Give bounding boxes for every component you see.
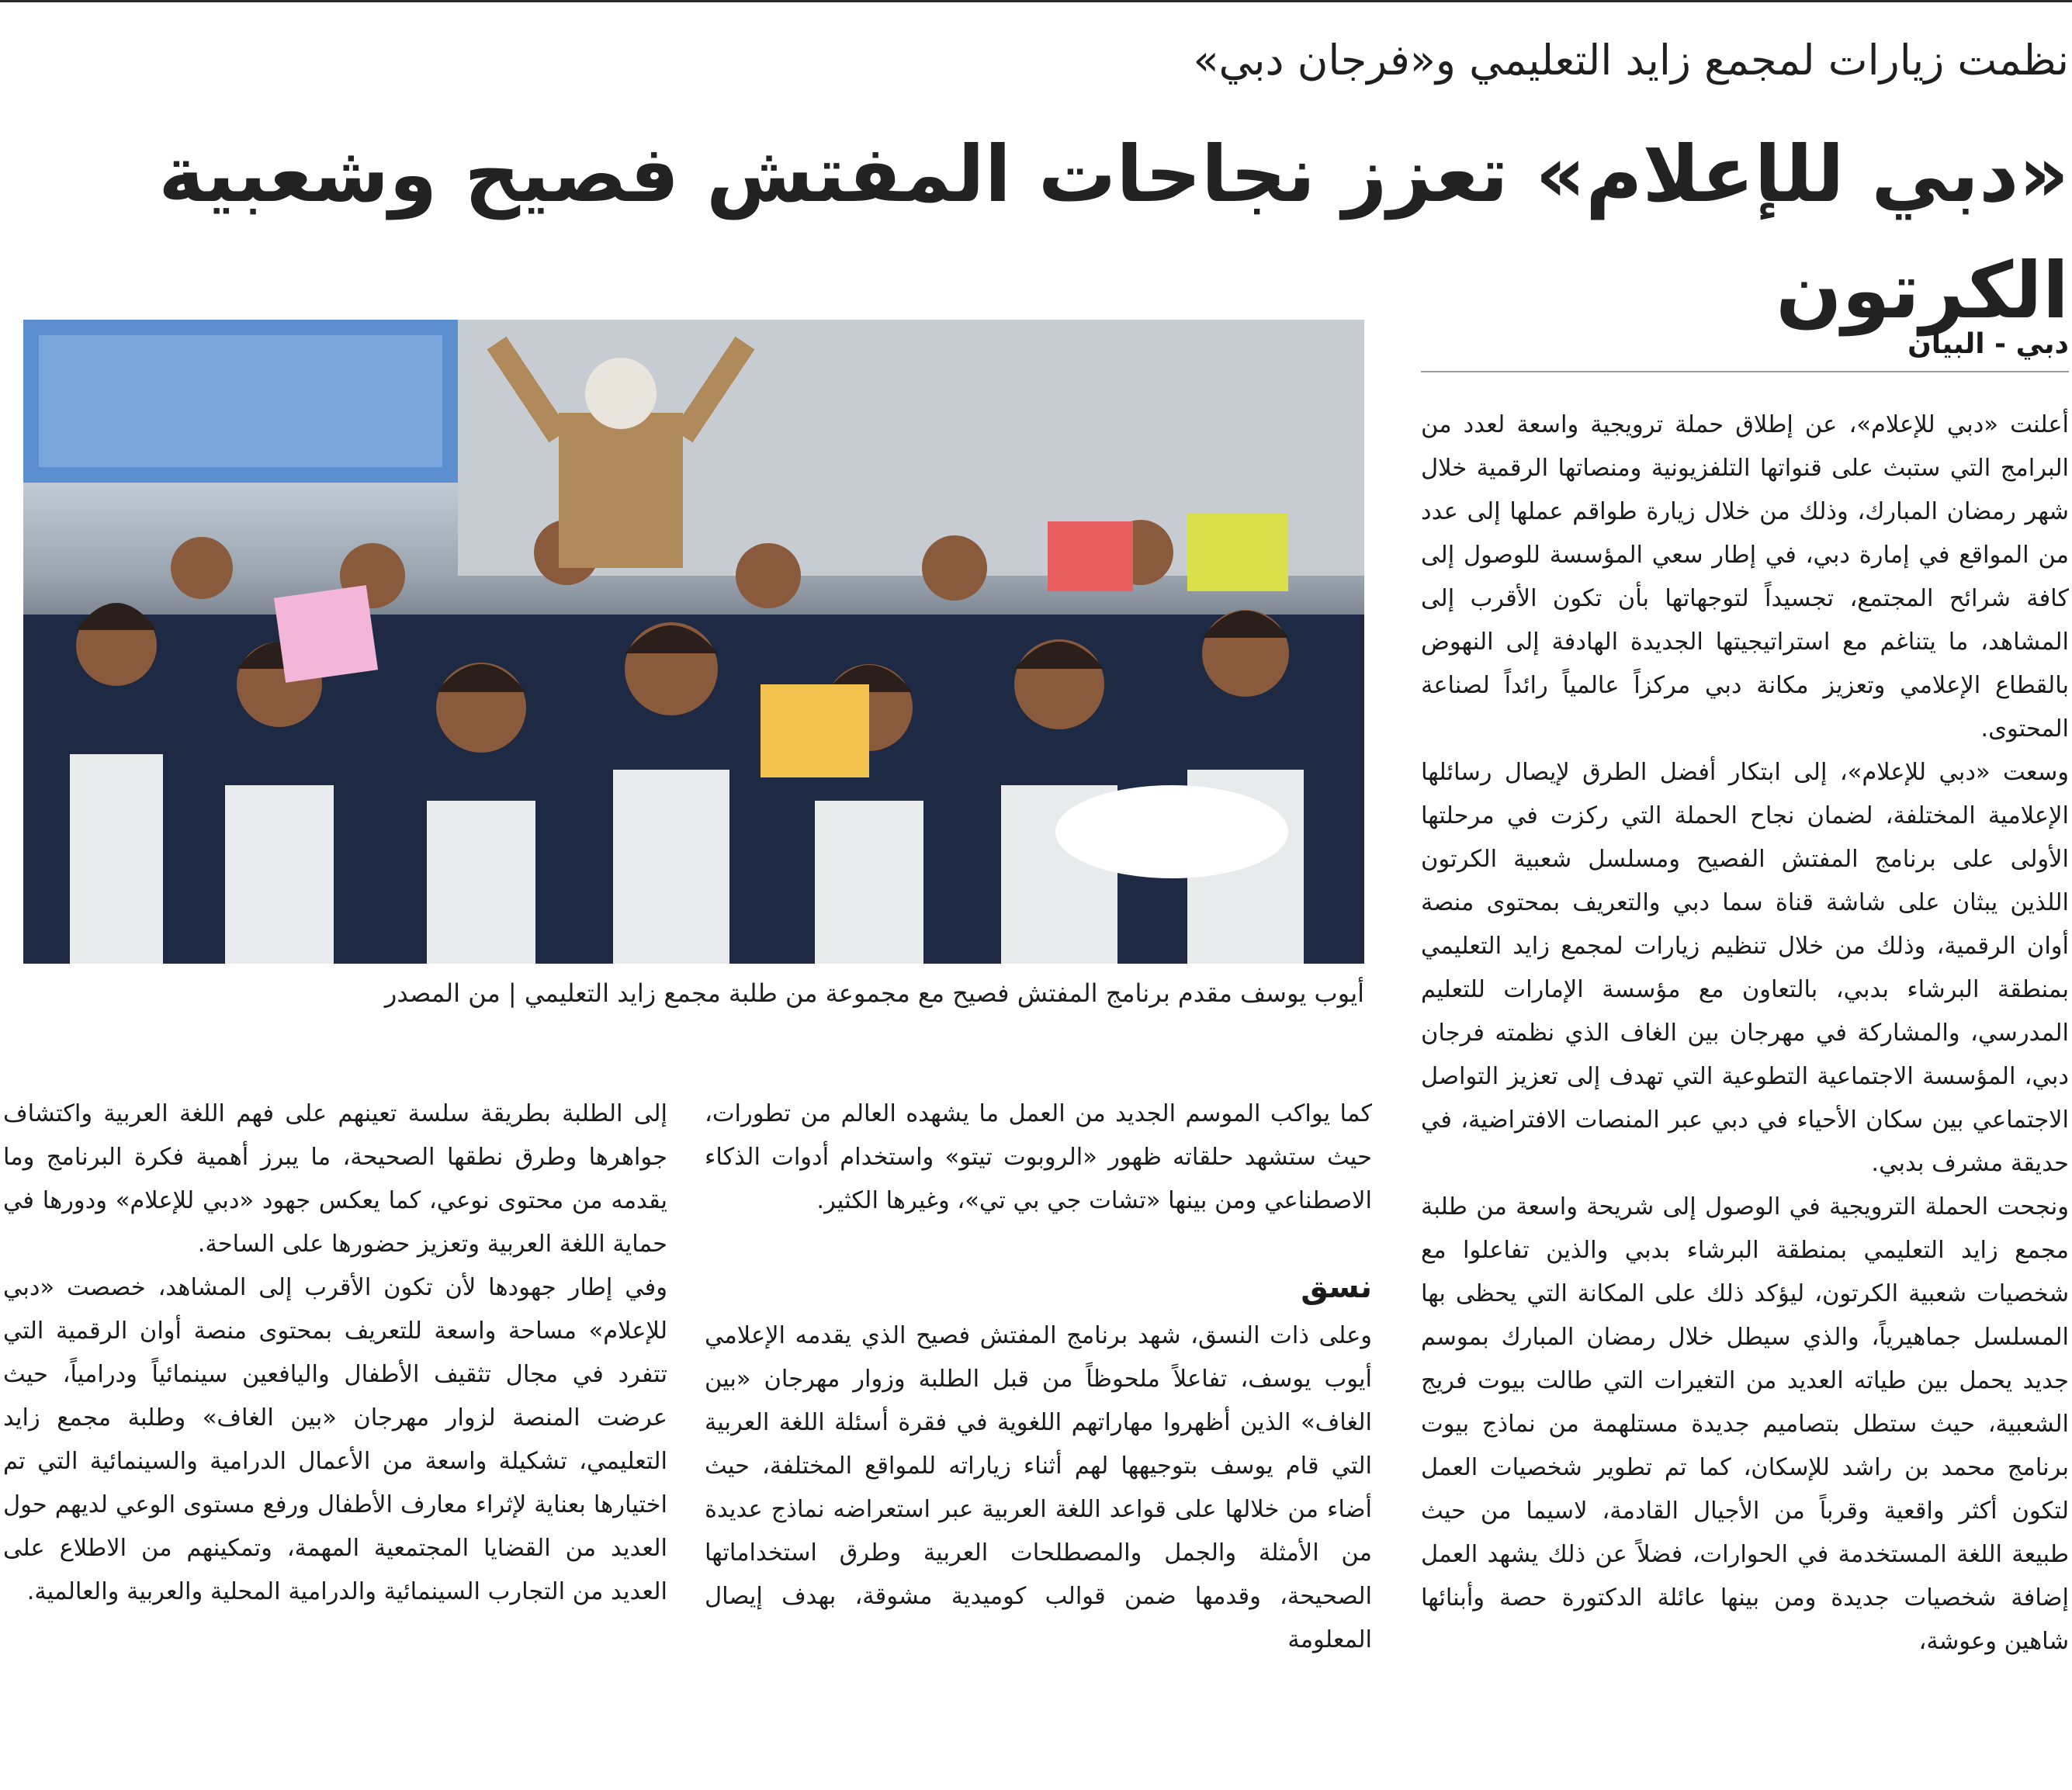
photo-caption: أيوب يوسف مقدم برنامج المفتش فصيح مع مجموعة من طلبة مجمع زايد التعليمي | من المصدر: [384, 978, 1364, 1008]
group-photo-illustration: [23, 320, 1364, 964]
paragraph: وسعت «دبي للإعلام»، إلى ابتكار أفضل الطرق لإيصال رسائلها الإعلامية المختلفة، لضمان نجاح الحملة التي ركزت في مرحلتها الأولى على برنامج المفتش الفصيح ومسلسل شعبية الكرتون اللذين يبثان على شاشة قناة سما دبي والتعريف بمحتوى منصة أوان الرقمية، وذلك من خلال تنظيم زيارات لمجمع زايد التعليمي بمنطقة البرشاء بدبي، بالتعاون مع مؤسسة الإمارات للتعليم المدرسي، والمشاركة في مهرجان بين الغاف الذي نظمته فرجان دبي، المؤسسة الاجتماعية التطوعية التي تهدف إلى تعزيز التواصل الاجتماعي بين سكان الأحياء في دبي عبر المنصات الافتراضية، في حديقة مشرف بدبي.: [1421, 759, 2069, 1177]
section-subhead: نسق: [1301, 1269, 1372, 1305]
paragraph: أعلنت «دبي للإعلام»، عن إطلاق حملة ترويجية واسعة لعدد من البرامج التي ستبث على قنواتها التلفزيونية ومنصاتها الرقمية خلال شهر رمضان المبارك، وذلك من خلال زيارة طواقم عملها إلى عدد من المواقع في إمارة دبي، في إطار سعي المؤسسة للوصول إلى كافة شرائح المجتمع، تجسيداً لتوجهاتها بأن تكون الأقرب إلى المشاهد، ما يتناغم مع استراتيجيتها الجديدة الهادفة إلى النهوض بالقطاع الإعلامي وتعزيز مكانة دبي مركزاً عالمياً رائداً لصناعة المحتوى.: [1421, 411, 2069, 743]
article-byline: دبي - البيان: [1421, 318, 2069, 372]
paragraph: إلى الطلبة بطريقة سلسة تعينهم على فهم اللغة العربية واكتشاف جواهرها وطرق نطقها الصحيحة، ما يبرز أهمية فكرة البرنامج وما يقدمه من محتوى نوعي، كما يعكس جهود «دبي للإعلام» ودورها في حماية اللغة العربية وتعزيز حضورها على الساحة.: [3, 1100, 667, 1258]
paragraph: كما يواكب الموسم الجديد من العمل ما يشهده العالم من تطورات، حيث ستشهد حلقاته ظهور «الروبوت تيتو» واستخدام أدوات الذكاء الاصطناعي ومن بينها «تشات جي بي تي»، وغيرها الكثير.: [705, 1100, 1372, 1214]
article-kicker: نظمت زيارات لمجمع زايد التعليمي و«فرجان دبي»: [1193, 36, 2069, 85]
top-rule: [0, 0, 2072, 2]
article-column-left: [3, 1092, 667, 1775]
article-photo: [23, 320, 1364, 964]
article-column-middle: [705, 1092, 1372, 1775]
article-column-right: [1421, 403, 2069, 1769]
paragraph: وعلى ذات النسق، شهد برنامج المفتش فصيح الذي يقدمه الإعلامي أيوب يوسف، تفاعلاً ملحوظاً من قبل الطلبة وزوار مهرجان «بين الغاف» الذين أظهروا مهاراتهم اللغوية في فقرة أسئلة اللغة العربية التي قام يوسف بتوجيهها لهم أثناء زياراته للمواقع المختلفة، حيث أضاء من خلالها على قواعد اللغة العربية عبر استعراضه نماذج عديدة من الأمثلة والجمل والمصطلحات العربية وطرق استخداماتها الصحيحة، وقدمها ضمن قوالب كوميدية مشوقة، بهدف إيصال المعلومة: [705, 1322, 1372, 1653]
paragraph: وفي إطار جهودها لأن تكون الأقرب إلى المشاهد، خصصت «دبي للإعلام» مساحة واسعة للتعريف بمحتوى منصة أوان الرقمية التي تتفرد في مجال تثقيف الأطفال واليافعين سينمائياً ودرامياً، حيث عرضت المنصة لزوار مهرجان «بين الغاف» وطلبة مجمع زايد التعليمي، تشكيلة واسعة من الأعمال الدرامية والسينمائية التي تم اختيارها بعناية لإثراء معارف الأطفال ورفع مستوى الوعي لديهم حول العديد من القضايا المجتمعية المهمة، وتمكينهم من الاطلاع على العديد من التجارب السينمائية والدرامية المحلية والعربية والعالمية.: [3, 1274, 667, 1605]
article-headline: «دبي للإعلام» تعزز نجاحات المفتش فصيح وشعبية الكرتون: [158, 129, 2069, 336]
paragraph: ونجحت الحملة الترويجية في الوصول إلى شريحة واسعة من طلبة مجمع زايد التعليمي بمنطقة البرشاء بدبي والذين تفاعلوا مع شخصيات شعبية الكرتون، ليؤكد ذلك على المكانة التي يحظى بها المسلسل جماهيرياً، والذي سيطل خلال رمضان المبارك بموسم جديد يحمل بين طياته العديد من التغيرات التي طالت بيوت فريج الشعبية، حيث ستطل بتصاميم جديدة مستلهمة من نماذج بيوت برنامج محمد بن راشد للإسكان، كما تم تطوير شخصيات العمل لتكون أكثر واقعية وقرباً من الأجيال القادمة، لاسيما من حيث طبيعة اللغة المستخدمة في الحوارات، فضلاً عن ذلك يشهد العمل إضافة شخصيات جديدة ومن بينها عائلة الدكتورة حصة وأبنائها شاهين وعوشة،: [1421, 1193, 2069, 1655]
